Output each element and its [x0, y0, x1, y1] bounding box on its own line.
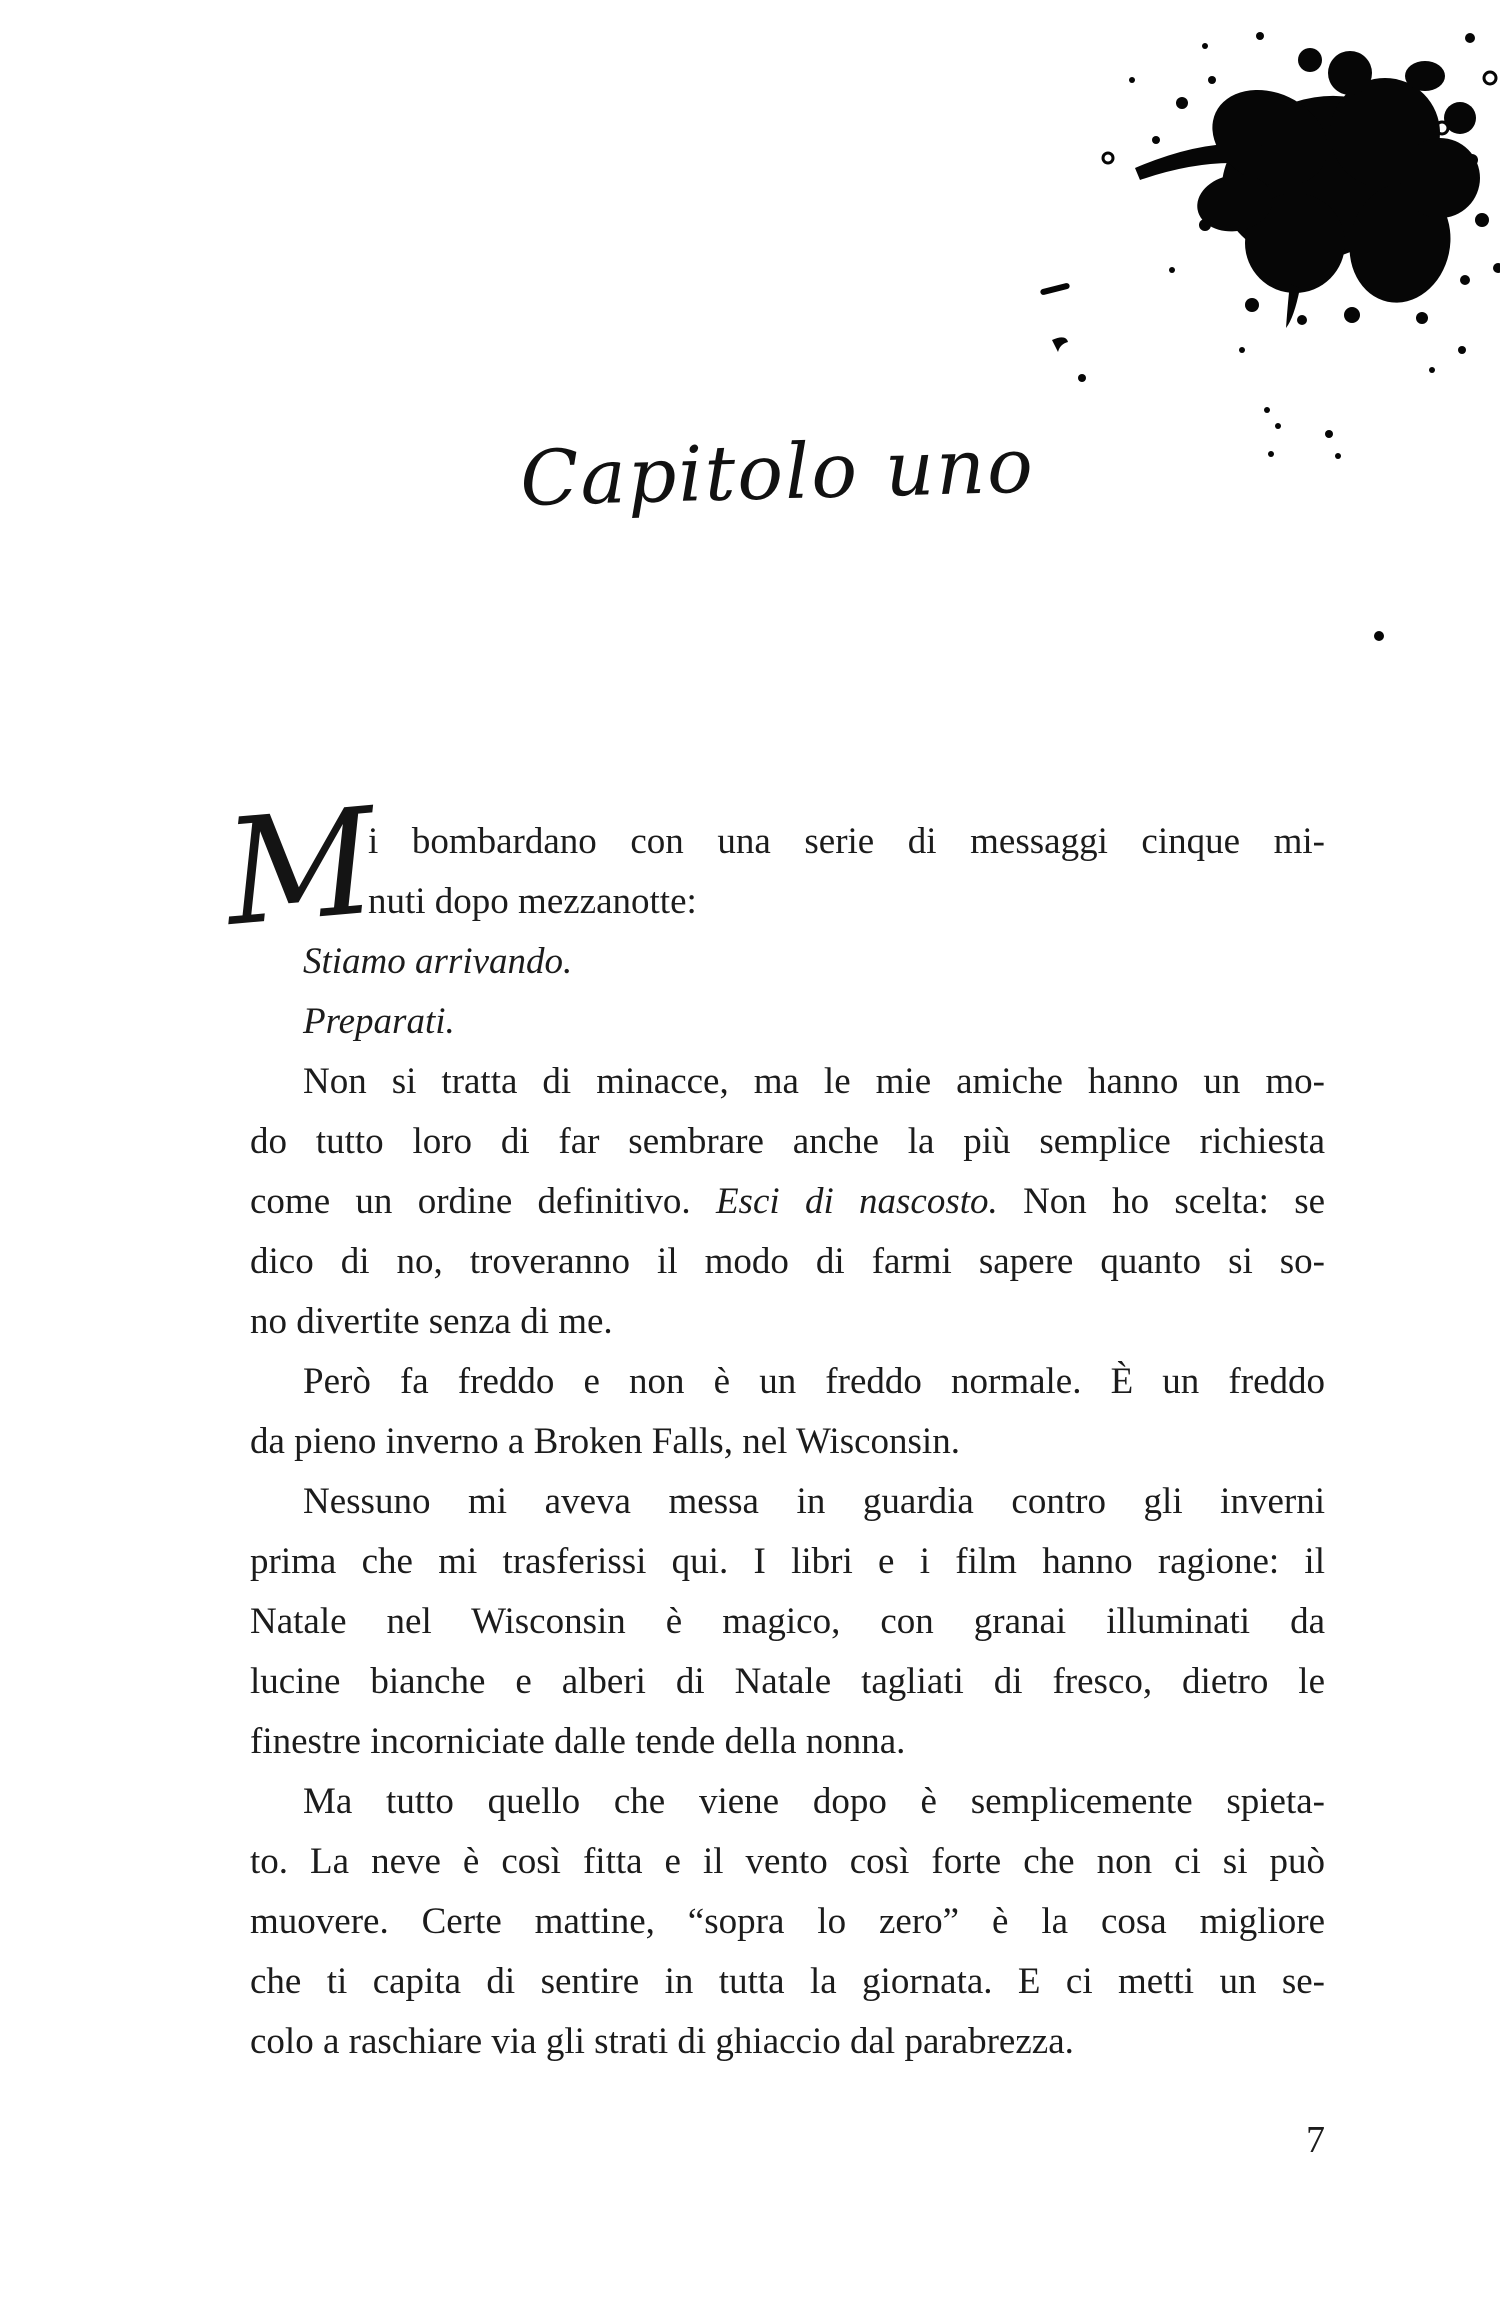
text-segment: Non ho scelta: se: [997, 1181, 1326, 1222]
text-line: [250, 1892, 1325, 1952]
chapter-title: Capitolo uno: [519, 420, 1036, 524]
text-segment: Ma tutto quello che viene dopo è semplicemente spieta-: [303, 1781, 1325, 1822]
text-segment: dico di no, troveranno il modo di farmi sapere quanto si so-: [250, 1241, 1325, 1282]
text-line: [250, 1112, 1325, 1172]
text-segment: come un ordine definitivo.: [250, 1181, 716, 1222]
text-segment: nuti dopo mezzanotte:: [368, 881, 697, 922]
text-line: [250, 1172, 1325, 1232]
text-line: [250, 1292, 1325, 1352]
ink-splatter-image: [1000, 18, 1500, 668]
text-line: [250, 1532, 1325, 1592]
text-segment: Però fa freddo e non è un freddo normale. È un freddo: [303, 1361, 1325, 1402]
text-segment: muovere. Certe mattine, “sopra lo zero” è la cosa migliore: [250, 1901, 1325, 1942]
text-line: [250, 932, 1325, 992]
text-segment: Natale nel Wisconsin è magico, con granai illuminati da: [250, 1601, 1325, 1642]
text-segment: da pieno inverno a Broken Falls, nel Wisconsin.: [250, 1421, 960, 1462]
text-segment-italic: Esci di nascosto.: [715, 1181, 998, 1222]
text-segment: to. La neve è così fitta e il vento così forte che non ci si può: [250, 1841, 1325, 1882]
text-line: [250, 992, 1325, 1052]
text-line: [250, 1832, 1325, 1892]
text-segment: Non si tratta di minacce, ma le mie amiche hanno un mo-: [303, 1061, 1325, 1102]
text-line: [250, 1952, 1325, 2012]
text-segment: no divertite senza di me.: [250, 1301, 613, 1342]
text-segment-italic: Preparati.: [303, 1001, 455, 1042]
text-segment: finestre incorniciate dalle tende della nonna.: [250, 1721, 906, 1762]
text-line: [250, 872, 1325, 932]
text-line: [250, 1472, 1325, 1532]
drop-cap: M: [218, 776, 383, 959]
text-line: [250, 1652, 1325, 1712]
text-segment: prima che mi trasferissi qui. I libri e i film hanno ragione: il: [250, 1541, 1325, 1582]
text-line: [250, 2012, 1325, 2072]
text-line: [250, 1412, 1325, 1472]
text-segment: do tutto loro di far sembrare anche la più semplice richiesta: [250, 1121, 1325, 1162]
text-line: [250, 1352, 1325, 1412]
text-line: [250, 1052, 1325, 1112]
text-segment: i bombardano con una serie di messaggi cinque mi-: [368, 821, 1325, 862]
text-line: [250, 1772, 1325, 1832]
text-body: [218, 776, 1326, 2072]
text-line: [250, 1592, 1325, 1652]
text-segment: che ti capita di sentire in tutta la giornata. E ci metti un se-: [250, 1961, 1325, 2002]
text-segment: lucine bianche e alberi di Natale tagliati di fresco, dietro le: [250, 1661, 1325, 1702]
text-segment: Nessuno mi aveva messa in guardia contro gli inverni: [303, 1481, 1325, 1522]
text-segment-italic: Stiamo arrivando.: [303, 941, 573, 982]
text-segment: colo a raschiare via gli strati di ghiaccio dal parabrezza.: [250, 2021, 1074, 2062]
text-line: [250, 1232, 1325, 1292]
text-line: [250, 1712, 1325, 1772]
text-line: [250, 812, 1325, 872]
page-number: 7: [1306, 2119, 1325, 2161]
